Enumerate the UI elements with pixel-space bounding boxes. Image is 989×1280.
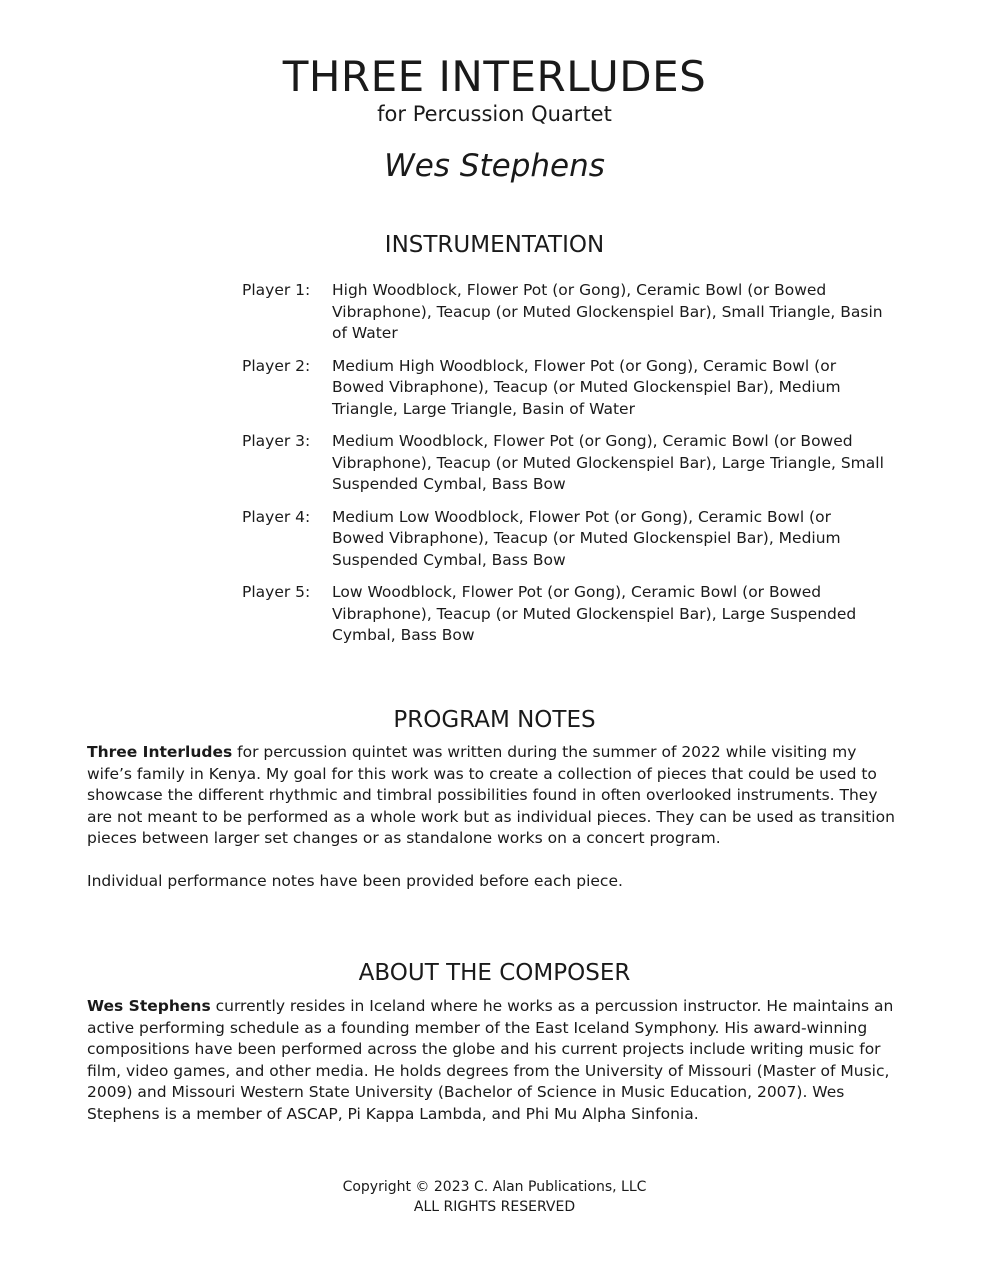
player-row	[242, 507, 892, 572]
player-label: Player 3:	[242, 432, 311, 450]
instrumentation-heading: INSTRUMENTATION	[384, 232, 605, 258]
player-instruments: Low Woodblock, Flower Pot (or Gong), Ceramic Bowl (or Bowed Vibraphone), Teacup (or Muted Glockenspiel Bar), Large Suspended Cymbal, Bass Bow	[332, 583, 857, 644]
work-subtitle: for Percussion Quartet	[377, 102, 612, 126]
player-row	[242, 431, 892, 496]
player-label: Player 1:	[242, 281, 311, 299]
player-label: Player 5:	[242, 583, 311, 601]
about-composer-heading: ABOUT THE COMPOSER	[358, 960, 631, 986]
player-instruments: High Woodblock, Flower Pot (or Gong), Ceramic Bowl (or Bowed Vibraphone), Teacup (or Muted Glockenspiel Bar), Small Triangle, Basin of Water	[332, 281, 883, 342]
player-row	[242, 582, 892, 647]
player-instruments: Medium High Woodblock, Flower Pot (or Gong), Ceramic Bowl (or Bowed Vibraphone), Teacup (or Muted Glockenspiel Bar), Medium Triangle, Large Triangle, Basin of Water	[332, 356, 841, 418]
copyright-line: Copyright © 2023 C. Alan Publications, LLC	[342, 1179, 647, 1195]
player-instruments: Medium Low Woodblock, Flower Pot (or Gong), Ceramic Bowl (or Bowed Vibraphone), Teacup (or Muted Glockenspiel Bar), Medium Suspended Cymbal, Bass Bow	[332, 507, 841, 569]
instrumentation-list	[242, 280, 892, 658]
about-composer-name: Wes Stephens	[87, 997, 211, 1015]
composer-name: Wes Stephens	[384, 148, 605, 184]
program-notes-heading: PROGRAM NOTES	[393, 707, 596, 733]
player-row	[242, 356, 892, 421]
about-composer-body: currently resides in Iceland where he works as a percussion instructor. He maintains an active performing schedule as a founding member of the East Iceland Symphony. His award-winning compositions have been performed across the globe and his current projects include writing music for film, video games, and other media. He holds degrees from the University of Missouri (Master of Music, 2009) and Missouri Western State University (Bachelor of Science in Music Education, 2007). Wes Stephens is a member of ASCAP, Pi Kappa Lambda, and Phi Mu Alpha Sinfonia.	[87, 997, 894, 1123]
copyright-footer	[0, 1177, 989, 1217]
about-composer-paragraph	[87, 996, 903, 1125]
player-instruments: Medium Woodblock, Flower Pot (or Gong), Ceramic Bowl (or Bowed Vibraphone), Teacup (or Muted Glockenspiel Bar), Large Triangle, Small Suspended Cymbal, Bass Bow	[332, 432, 884, 493]
work-title: THREE INTERLUDES	[282, 52, 707, 101]
program-notes-body: for percussion quintet was written during the summer of 2022 while visiting my wife’s family in Kenya. My goal for this work was to create a collection of pieces that could be used to showcase the different rhythmic and timbral possibilities found in often overlooked instruments. They are not meant to be performed as a whole work but as individual pieces. They can be used as transition pieces between larger set changes or as standalone works on a concert program.	[87, 743, 895, 847]
rights-line: ALL RIGHTS RESERVED	[413, 1199, 576, 1215]
player-label: Player 2:	[242, 356, 311, 375]
program-notes-paragraph	[87, 742, 903, 850]
player-row	[242, 280, 892, 345]
player-label: Player 4:	[242, 507, 311, 526]
performance-notes-paragraph: Individual performance notes have been provided before each piece.	[87, 872, 623, 890]
program-notes-work-title: Three Interludes	[87, 743, 233, 761]
